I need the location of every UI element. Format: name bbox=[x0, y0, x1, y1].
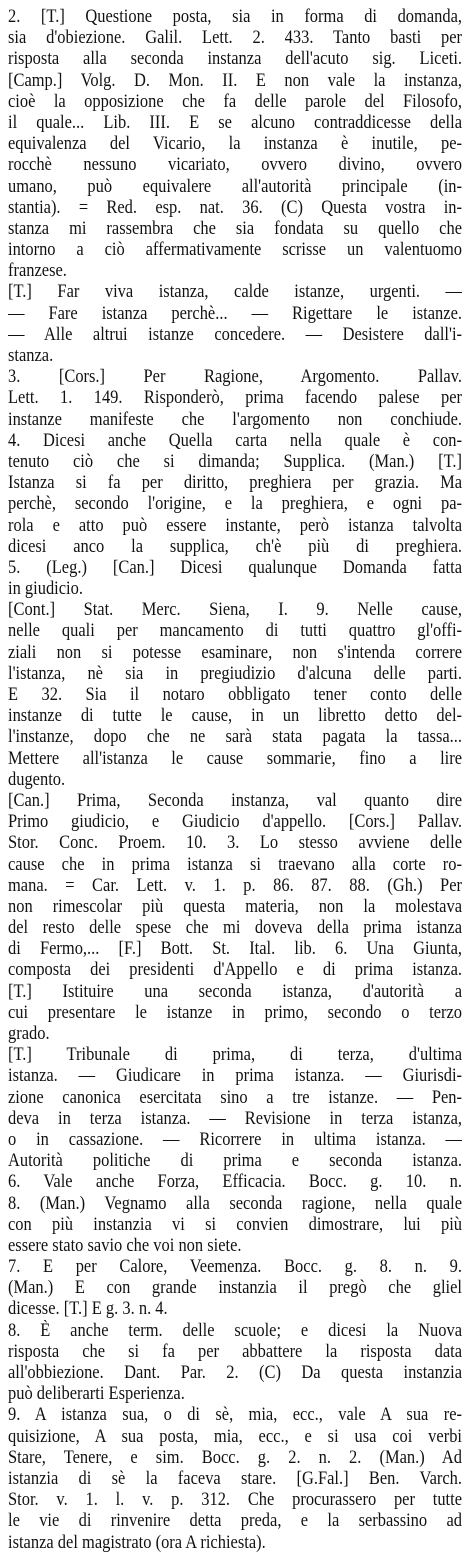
text-line: il quale... Lib. III. E se alcuno contraddicesse della bbox=[8, 111, 463, 133]
text-line: istanza del magistrato (ora A richiesta). bbox=[8, 1531, 266, 1553]
text-line: [T.] Istituire una seconda istanza, d'autorità a bbox=[8, 980, 463, 1002]
text-line: essere stato savio che voi non siete. bbox=[8, 1234, 242, 1256]
text-line: Lett. 1. 149. Risponderò, prima facendo palese per bbox=[8, 387, 463, 409]
text-line: [Cont.] Stat. Merc. Siena, I. 9. Nelle cause, bbox=[8, 599, 463, 621]
text-line: quisizione, A sua posta, mia, ecc., e si usa coi verbi bbox=[8, 1425, 463, 1447]
text-line: Stor. Conc. Proem. 10. 3. Lo stesso avviene delle bbox=[8, 832, 463, 854]
text-line: istanza. — Giudicare in prima istanza. — Giurisdi- bbox=[8, 1065, 463, 1087]
text-line: l'istanza, nè sia in pregiudizio d'alcuna delle parti. bbox=[8, 662, 463, 684]
text-line: stanza mi rassembra che sia fondata su quello che bbox=[8, 217, 463, 239]
text-line: E 32. Sia il notaro obbligato tener conto delle bbox=[8, 684, 463, 705]
text-line: istanzia di sè la faceva stare. [G.Fal.] Ben. Varch. bbox=[8, 1467, 463, 1489]
text-line: l'instanze, dopo che ne sarà stata pagata la tassa... bbox=[8, 726, 463, 748]
text-line: instanze di tutte le cause, in un libretto detto del- bbox=[8, 705, 463, 727]
text-line: Mettere all'istanza le cause sommarie, fino a lire bbox=[8, 747, 463, 769]
text-line: intorno a ciò affermativamente scrisse un valentuomo bbox=[8, 239, 463, 261]
text-line: 6. Vale anche Forza, Efficacia. Bocc. g. 10. n. bbox=[8, 1171, 463, 1193]
text-line: equivalenza del Vicario, la instanza è inutile, pe- bbox=[8, 133, 463, 155]
text-line: zione canonica esercitata sino a tre istanze. — Pen- bbox=[8, 1086, 463, 1108]
text-line: [Camp.] Volg. D. Mon. II. E non vale la instanza, bbox=[8, 69, 463, 91]
text-line: rola e atto può essere instante, però istanza talvolta bbox=[8, 514, 463, 536]
text-line: (Man.) E con grande instanzia il pregò che gliel bbox=[8, 1277, 463, 1299]
text-line: composta dei presidenti d'Appello e di prima istanza. bbox=[8, 959, 463, 981]
text-line: in giudicio. bbox=[8, 578, 83, 600]
dictionary-entry-text bbox=[8, 6, 463, 1553]
text-line: dugento. bbox=[8, 768, 66, 790]
text-line: mana. = Car. Lett. v. 1. p. 86. 87. 88. (Gh.) Per bbox=[8, 874, 463, 896]
text-line: cioè la opposizione che fa delle parole del Filosofo, bbox=[8, 90, 463, 112]
text-line: franzese. bbox=[8, 260, 67, 282]
text-line: o in cassazione. — Ricorrere in ultima istanza. — bbox=[8, 1128, 463, 1150]
text-line: risposta che si fa per abbattere la risposta data bbox=[8, 1340, 463, 1362]
text-line: deva in terza istanza. — Revisione in terza istanza, bbox=[8, 1107, 463, 1129]
text-line: — Fare istanza perchè... — Rigettare le istanze. bbox=[8, 302, 463, 324]
text-line: 4. Dicesi anche Quella carta nella quale è con- bbox=[8, 429, 463, 451]
text-line: Istanza si fa per diritto, preghiera per grazia. Ma bbox=[8, 472, 463, 494]
text-line: 3. [Cors.] Per Ragione, Argomento. Pallav. bbox=[8, 366, 463, 388]
text-line: 5. (Leg.) [Can.] Dicesi qualunque Domanda fatta bbox=[8, 556, 463, 578]
text-line: rocchè nessuno vicariato, ovvero divino, ovvero bbox=[8, 154, 463, 176]
text-line: ziali non si potesse esaminare, non s'intenda correre bbox=[8, 641, 463, 663]
text-line: non rimescolar più questa materia, non la molestava bbox=[8, 895, 463, 917]
text-line: risposta alla seconda instanza dell'acuto sig. Liceti. bbox=[8, 48, 463, 70]
text-line: sia d'obiezione. Galil. Lett. 2. 433. Tanto basti per bbox=[8, 27, 463, 49]
text-line: con più instanzia vi si convien dimostrare, lui più bbox=[8, 1213, 463, 1235]
text-line: umano, può equivalere all'autorità principale (in- bbox=[8, 175, 463, 197]
text-line: 2. [T.] Questione posta, sia in forma di domanda, bbox=[8, 6, 463, 27]
text-line: — Alle altrui istanze concedere. — Desistere dall'i- bbox=[8, 323, 463, 345]
text-line: all'obbiezione. Dant. Par. 2. (C) Da questa instanzia bbox=[8, 1362, 463, 1383]
text-line: nelle quali per mancamento di tutti quattro gl'offi- bbox=[8, 620, 463, 642]
text-line: [T.] Tribunale di prima, di terza, d'ultima bbox=[8, 1044, 463, 1066]
text-line: 8. (Man.) Vegnamo alla seconda ragione, nella quale bbox=[8, 1192, 463, 1214]
text-line: dicesse. [T.] E g. 3. n. 4. bbox=[8, 1298, 168, 1320]
text-line: cui presentare le istanze in primo, secondo o terzo bbox=[8, 1001, 463, 1023]
text-line: Stare, Tenere, e sim. Bocc. g. 2. n. 2. (Man.) Ad bbox=[8, 1446, 463, 1468]
text-line: dicesi anco la supplica, ch'è più di preghiera. bbox=[8, 535, 463, 557]
text-line: del resto delle spese che mi doveva della prima istanza bbox=[8, 917, 463, 939]
text-line: [T.] Far viva istanza, calde istanze, urgenti. — bbox=[8, 281, 463, 303]
text-line: grado. bbox=[8, 1023, 50, 1044]
text-line: stanza. bbox=[8, 345, 54, 366]
text-line: 9. A istanza sua, o di sè, mia, ecc., vale A sua re- bbox=[8, 1404, 463, 1426]
text-line: 7. E per Calore, Veemenza. Bocc. g. 8. n. 9. bbox=[8, 1256, 463, 1278]
text-line: cause che in prima istanza si traevano alla corte ro- bbox=[8, 853, 463, 875]
text-line: Primo giudicio, e Giudicio d'appello. [Cors.] Pallav. bbox=[8, 811, 463, 833]
text-line: stantia). = Red. esp. nat. 36. (C) Questa vostra in- bbox=[8, 196, 463, 218]
text-line: [Can.] Prima, Seconda instanza, val quanto dire bbox=[8, 789, 463, 811]
text-line: perchè, secondo l'origine, e la preghiera, e ogni pa- bbox=[8, 493, 463, 515]
text-line: tenuto ciò che si dimanda; Supplica. (Man.) [T.] bbox=[8, 450, 463, 472]
text-line: Stor. v. 1. l. v. p. 312. Che procurassero per tutte bbox=[8, 1489, 463, 1511]
text-line: instanze manifeste che l'argomento non conchiude. bbox=[8, 408, 463, 430]
text-line: di Fermo,... [F.] Bott. St. Ital. lib. 6. Una Giunta, bbox=[8, 938, 463, 960]
text-line: può deliberarti Esperienza. bbox=[8, 1383, 185, 1405]
text-line: le vie di rinvenire detta preda, e la serbassino ad bbox=[8, 1510, 463, 1532]
text-line: 8. È anche term. delle scuole; e dicesi la Nuova bbox=[8, 1319, 463, 1341]
text-line: Autorità politiche di prima e seconda istanza. bbox=[8, 1150, 463, 1172]
